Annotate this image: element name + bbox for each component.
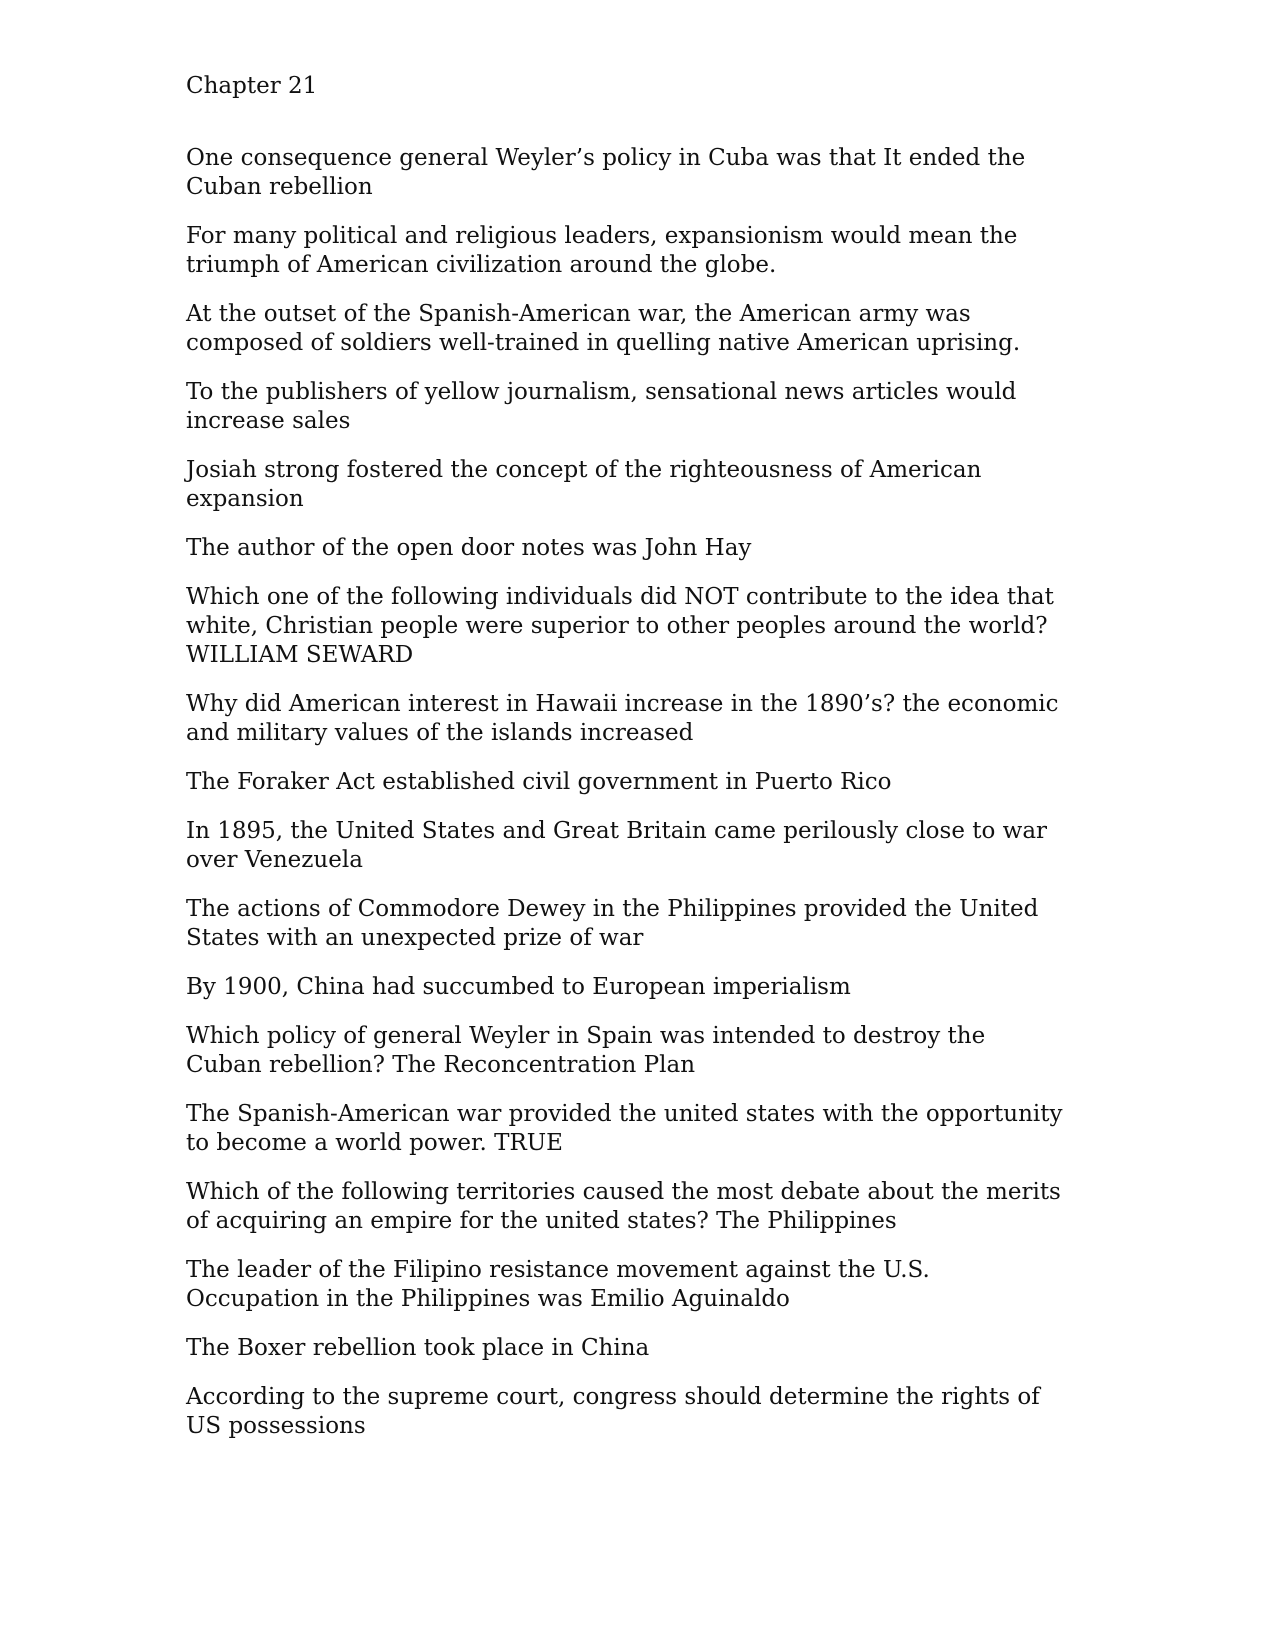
paragraph-18: According to the supreme court, congress should determine the rights of US possessions <box>186 1384 1040 1439</box>
paragraph-14: The Spanish-American war provided the united states with the opportunity to become a world power. TRUE <box>186 1101 1063 1156</box>
chapter-title: Chapter 21 <box>186 73 318 99</box>
paragraph-5: Josiah strong fostered the concept of the righteousness of American expansion <box>186 457 982 512</box>
paragraph-8: Why did American interest in Hawaii increase in the 1890’s? the economic and military values of the islands increased <box>186 691 1059 746</box>
paragraph-10: In 1895, the United States and Great Britain came perilously close to war over Venezuela <box>186 818 1048 873</box>
paragraph-17: The Boxer rebellion took place in China <box>186 1335 650 1361</box>
paragraph-11: The actions of Commodore Dewey in the Philippines provided the United States with an unexpected prize of war <box>186 896 1039 951</box>
paragraph-4: To the publishers of yellow journalism, sensational news articles would increase sales <box>186 379 1017 434</box>
paragraph-1: One consequence general Weyler’s policy in Cuba was that It ended the Cuban rebellion <box>186 145 1026 200</box>
paragraph-6: The author of the open door notes was John Hay <box>186 535 752 561</box>
paragraph-9: The Foraker Act established civil government in Puerto Rico <box>186 769 892 795</box>
paragraph-3: At the outset of the Spanish-American war, the American army was composed of soldiers well-trained in quelling native American uprising. <box>186 301 1021 356</box>
document-content <box>186 72 1066 1461</box>
paragraph-13: Which policy of general Weyler in Spain was intended to destroy the Cuban rebellion? The Reconcentration Plan <box>186 1023 986 1078</box>
paragraph-12: By 1900, China had succumbed to European imperialism <box>186 974 851 1000</box>
paragraph-16: The leader of the Filipino resistance movement against the U.S. Occupation in the Philippines was Emilio Aguinaldo <box>186 1257 930 1312</box>
paragraph-7: Which one of the following individuals did NOT contribute to the idea that white, Christian people were superior to other peoples around the world? WILLIAM SEWARD <box>186 584 1054 668</box>
paragraph-15: Which of the following territories caused the most debate about the merits of acquiring an empire for the united states? The Philippines <box>186 1179 1061 1234</box>
paragraph-2: For many political and religious leaders, expansionism would mean the triumph of American civilization around the globe. <box>186 223 1018 278</box>
